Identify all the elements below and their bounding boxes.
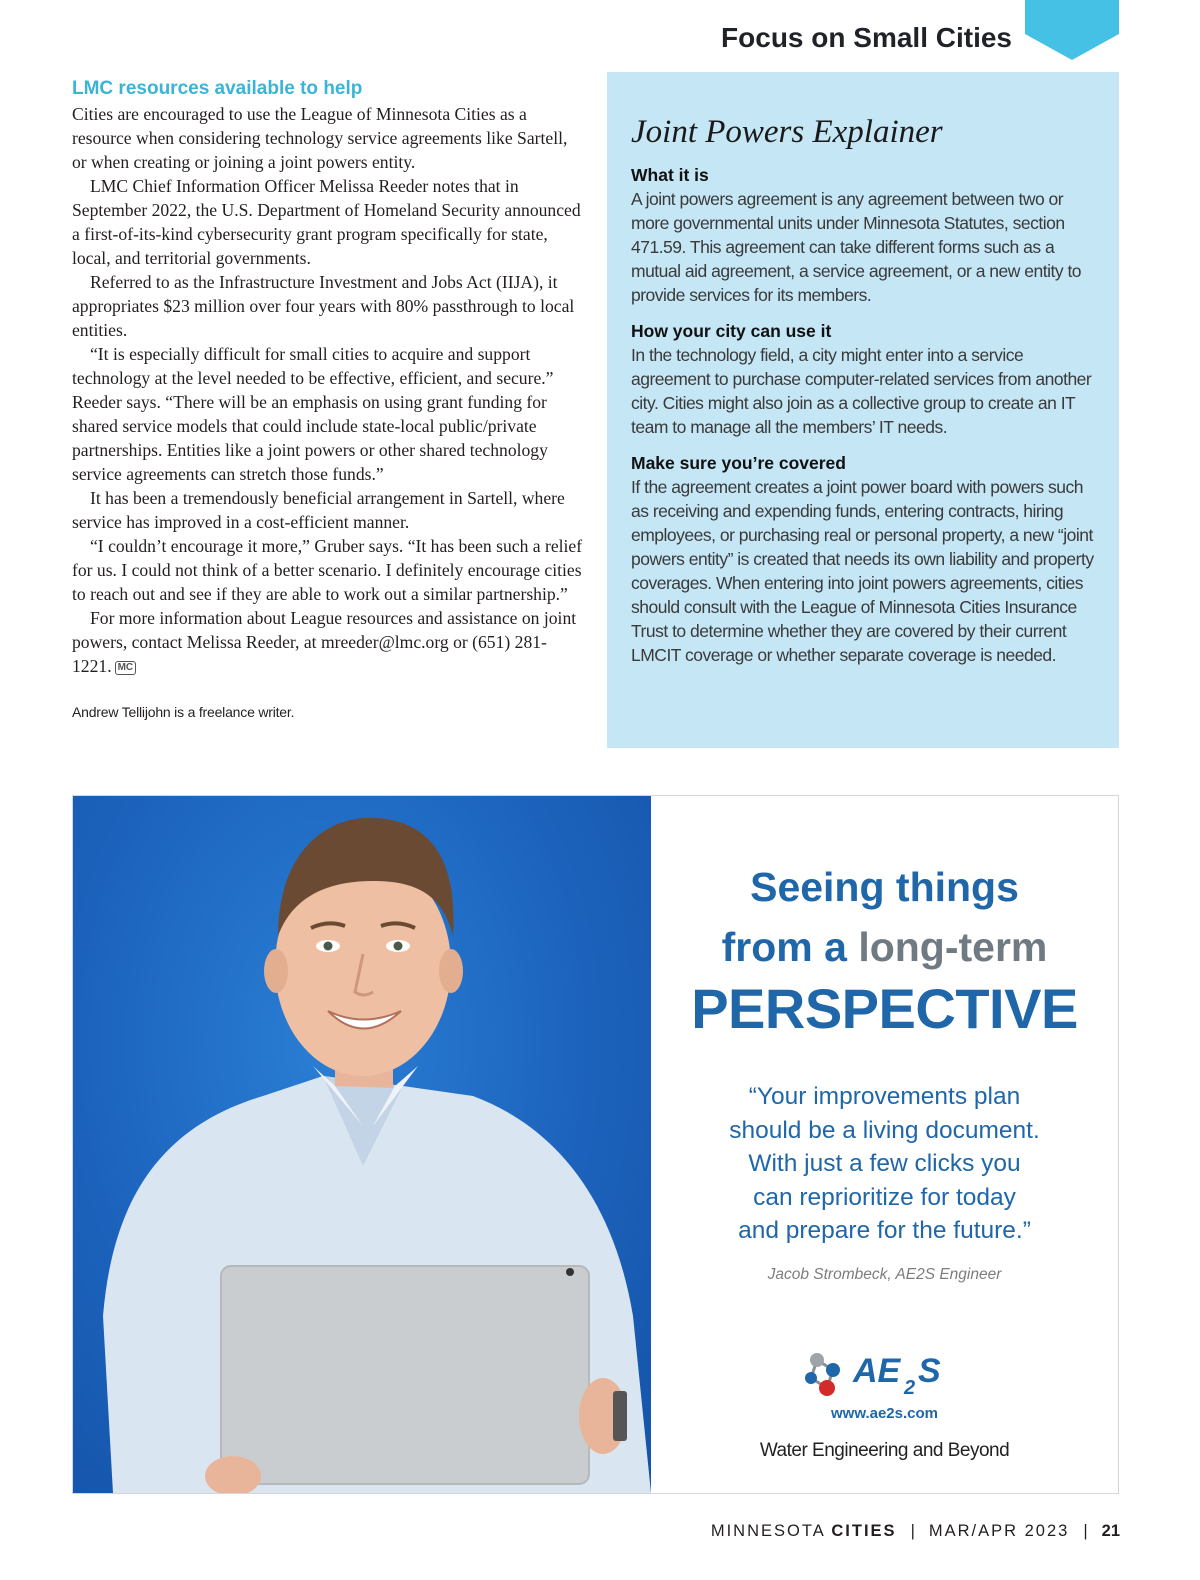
ad-quote-line: can reprioritize for today — [753, 1183, 1016, 1211]
ad-quote-line: With just a few clicks you — [748, 1150, 1021, 1177]
sidebar-title: Joint Powers Explainer — [631, 114, 943, 150]
ad-quote-line: should be a living document. — [729, 1116, 1040, 1144]
svg-text:AE: AE — [853, 1352, 901, 1390]
section-tab-marker — [1025, 0, 1119, 60]
explainer-sidebar — [607, 72, 1119, 748]
ad-headline-line2-b: long-term — [858, 924, 1048, 970]
article-paragraph-last — [72, 606, 584, 678]
ad-quote-line: and prepare for the future.” — [738, 1217, 1031, 1244]
ad-headline-line3: PERSPECTIVE — [691, 977, 1078, 1040]
sidebar-paragraph: If the agreement creates a joint power board with powers such as receiving and expending funds, entering contracts, hiring employees, or purchasing real or personal property, a new “joint powers entity” is created that needs its own liability and property coverages. When entering into joint powers agreements, cities should consult with the League of Minnesota Cities Insurance Trust to determine whether they are covered by their current LMCIT coverage or whether separate coverage is needed. — [631, 477, 1094, 665]
article-column — [72, 78, 584, 720]
author-byline: Andrew Tellijohn is a freelance writer. — [72, 704, 295, 720]
person-with-laptop-illustration — [73, 796, 651, 1493]
ad-quote-line: “Your improvements plan — [748, 1083, 1021, 1110]
sidebar-paragraph: A joint powers agreement is any agreement between two or more governmental units under Minnesota Statutes, section 471.59. This agreement can take different forms such as a mutual aid agreement, a service agreement, or a new entity to provide services for its members. — [631, 189, 1082, 305]
ad-copy — [651, 796, 1118, 1493]
article-paragraph-text: For more information about League resources and assistance on joint powers, contact Melissa Reeder, at mreeder@lmc.org or (651) 281-1221. — [72, 608, 577, 676]
footer-separator: | — [1083, 1522, 1088, 1540]
article-paragraph: “It is especially difficult for small cities to acquire and support technology at the level needed to be effective, efficient, and secure.” Reeder says. “There will be an emphasis on using grant funding for shared service models that could include state-local public/private partnerships. Entities like a joint powers or other shared technology service agreements can stretch those funds.” — [72, 344, 554, 484]
ae2s-advertisement[interactable] — [72, 795, 1119, 1494]
sidebar-heading: What it is — [631, 165, 709, 185]
page-number: 21 — [1101, 1522, 1120, 1540]
ad-url-link[interactable]: www.ae2s.com — [831, 1405, 938, 1422]
article-paragraph: Referred to as the Infrastructure Investment and Jobs Act (IIJA), it appropriates $23 million over four years with 80% passthrough to local entities. — [72, 272, 575, 340]
sidebar-heading: Make sure you’re covered — [631, 453, 846, 473]
sidebar-paragraph: In the technology field, a city might enter into a service agreement to purchase computer-related services from another city. Cities might also join as a collective group to create an IT team to manage all the members’ IT needs. — [631, 345, 1092, 437]
ad-attribution: Jacob Strombeck, AE2S Engineer — [767, 1266, 1002, 1283]
ad-photo — [73, 796, 651, 1493]
magazine-name-a: MINNESOTA — [710, 1522, 832, 1540]
ae2s-logo — [801, 1348, 971, 1398]
article-paragraph: “I couldn’t encourage it more,” Gruber says. “It has been such a relief for us. I could not think of a better scenario. I definitely encourage cities to reach out and see if they are able to work out a similar partnership.” — [72, 536, 583, 604]
ad-headline-line2-a: from a — [721, 924, 859, 970]
page-footer — [711, 1522, 1120, 1541]
magazine-name-b: CITIES — [831, 1522, 897, 1540]
end-mark-icon: MC — [115, 661, 137, 675]
ad-quote — [691, 1080, 1078, 1248]
section-title: Focus on Small Cities — [721, 22, 1012, 53]
article-paragraph: It has been a tremendously beneficial arrangement in Sartell, where service has improved in a cost-efficient manner. — [72, 488, 565, 532]
article-paragraph: LMC Chief Information Officer Melissa Reeder notes that in September 2022, the U.S. Department of Homeland Security announced a first-of-its-kind cybersecurity grant program specifically for state, local, and territorial governments. — [72, 176, 581, 268]
issue-date: MAR/APR 2023 — [928, 1522, 1070, 1540]
svg-text:2: 2 — [904, 1377, 916, 1398]
article-paragraph: Cities are encouraged to use the League of Minnesota Cities as a resource when considering technology service agreements like Sartell, or when creating or joining a joint powers entity. — [72, 104, 568, 172]
section-heading: LMC resources available to help — [72, 78, 363, 99]
sidebar-heading: How your city can use it — [631, 321, 832, 341]
footer-separator: | — [910, 1522, 915, 1540]
ad-headline-line2 — [651, 924, 1118, 971]
ad-headline-line1: Seeing things — [750, 864, 1019, 910]
ad-tagline: Water Engineering and Beyond — [759, 1440, 1010, 1461]
svg-text:S: S — [918, 1352, 941, 1390]
